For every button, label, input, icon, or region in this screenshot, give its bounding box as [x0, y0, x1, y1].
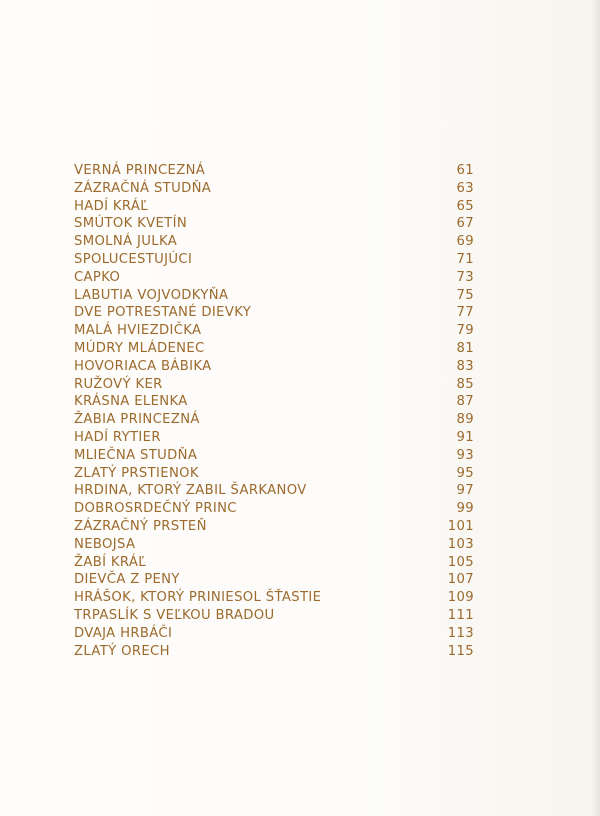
table-of-contents	[74, 162, 474, 660]
toc-entry-page-number: 97	[456, 483, 474, 499]
toc-entry-title: HADÍ RYTIER	[74, 429, 161, 445]
toc-entry-page-number: 79	[456, 323, 474, 339]
toc-entry-title: DVE POTRESTANÉ DIEVKY	[74, 305, 252, 321]
toc-entry	[74, 607, 474, 625]
toc-entry-title: DIEVČA Z PENY	[74, 572, 180, 588]
toc-entry	[74, 536, 474, 554]
toc-entry-page-number: 81	[456, 340, 474, 356]
toc-entry	[74, 162, 474, 180]
toc-entry-page-number: 87	[456, 394, 474, 410]
toc-entry-title: HRDINA, KTORÝ ZABIL ŠARKANOV	[74, 483, 307, 499]
toc-entry-page-number: 93	[456, 447, 474, 463]
toc-entry-title: LABUTIA VOJVODKYŇA	[74, 287, 229, 303]
toc-entry-page-number: 91	[456, 429, 474, 445]
toc-entry-title: SPOLUCESTUJÚCI	[74, 251, 193, 267]
toc-entry-page-number: 65	[456, 198, 474, 214]
toc-entry	[74, 304, 474, 322]
toc-entry	[74, 465, 474, 483]
toc-entry-title: VERNÁ PRINCEZNÁ	[74, 163, 206, 178]
toc-entry-title: KRÁSNA ELENKA	[74, 394, 188, 410]
toc-entry	[74, 500, 474, 518]
toc-entry	[74, 393, 474, 411]
toc-entry-page-number: 77	[456, 305, 474, 321]
toc-entry	[74, 198, 474, 216]
toc-entry-page-number: 69	[456, 234, 474, 250]
toc-entry-title: SMÚTOK KVETÍN	[74, 216, 188, 232]
toc-entry-title: DVAJA HRBÁČI	[74, 625, 173, 641]
toc-entry-page-number: 71	[456, 251, 474, 267]
toc-entry-title: MLIEČNA STUDŇA	[74, 447, 198, 463]
toc-entry	[74, 625, 474, 643]
toc-entry	[74, 554, 474, 572]
toc-entry	[74, 518, 474, 536]
toc-entry	[74, 482, 474, 500]
toc-entry-page-number: 89	[456, 412, 474, 428]
toc-entry	[74, 340, 474, 358]
toc-entry-page-number: 95	[456, 465, 474, 481]
toc-entry	[74, 376, 474, 394]
toc-entry	[74, 429, 474, 447]
toc-entry-page-number: 63	[456, 180, 474, 196]
toc-entry-title: MALÁ HVIEZDIČKA	[74, 323, 202, 339]
toc-entry-page-number: 103	[447, 536, 474, 552]
toc-entry-title: SMOLNÁ JULKA	[74, 234, 178, 250]
toc-entry-title: HRÁŠOK, KTORÝ PRINIESOL ŠŤASTIE	[74, 590, 322, 606]
toc-entry	[74, 233, 474, 251]
toc-entry-title: RUŽOVÝ KER	[74, 376, 163, 392]
toc-entry-title: ZLATÝ ORECH	[74, 643, 170, 659]
toc-entry-page-number: 75	[456, 287, 474, 303]
toc-entry-page-number: 73	[456, 269, 474, 285]
toc-entry-page-number: 61	[456, 163, 474, 178]
toc-entry-page-number: 83	[456, 358, 474, 374]
toc-entry	[74, 269, 474, 287]
toc-entry-page-number: 113	[447, 625, 474, 641]
toc-entry-page-number: 107	[447, 572, 474, 588]
toc-entry-page-number: 111	[447, 607, 474, 623]
toc-entry-page-number: 115	[447, 643, 474, 659]
toc-entry-page-number: 101	[447, 518, 474, 534]
toc-entry-page-number: 99	[456, 501, 474, 517]
toc-entry-title: HOVORIACA BÁBIKA	[74, 358, 212, 374]
toc-entry-title: NEBOJSA	[74, 536, 136, 552]
toc-entry	[74, 322, 474, 340]
toc-entry-title: CAPKO	[74, 269, 121, 285]
toc-entry	[74, 180, 474, 198]
toc-entry	[74, 643, 474, 661]
toc-entry-title: TRPASLÍK S VEĽKOU BRADOU	[74, 607, 275, 623]
toc-entry	[74, 215, 474, 233]
toc-entry-title: HADÍ KRÁĽ	[74, 198, 148, 214]
toc-entry	[74, 358, 474, 376]
toc-entry-title: ZLATÝ PRSTIENOK	[74, 465, 199, 481]
toc-entry-title: ŽABÍ KRÁĽ	[74, 554, 146, 570]
toc-entry-title: ZÁZRAČNÁ STUDŇA	[74, 180, 212, 196]
toc-entry	[74, 447, 474, 465]
toc-entry-page-number: 85	[456, 376, 474, 392]
toc-entry	[74, 251, 474, 269]
toc-entry	[74, 589, 474, 607]
toc-entry-page-number: 67	[456, 216, 474, 232]
toc-entry	[74, 571, 474, 589]
toc-entry-title: DOBROSRDEČNÝ PRINC	[74, 501, 237, 517]
toc-entry-page-number: 109	[447, 590, 474, 606]
toc-entry-title: MÚDRY MLÁDENEC	[74, 340, 205, 356]
toc-entry-title: ZÁZRAČNÝ PRSTEŇ	[74, 518, 207, 534]
toc-entry	[74, 411, 474, 429]
page-edge-shadow	[592, 0, 600, 816]
toc-entry-title: ŽABIA PRINCEZNÁ	[74, 412, 200, 428]
toc-entry	[74, 287, 474, 305]
toc-entry-page-number: 105	[447, 554, 474, 570]
